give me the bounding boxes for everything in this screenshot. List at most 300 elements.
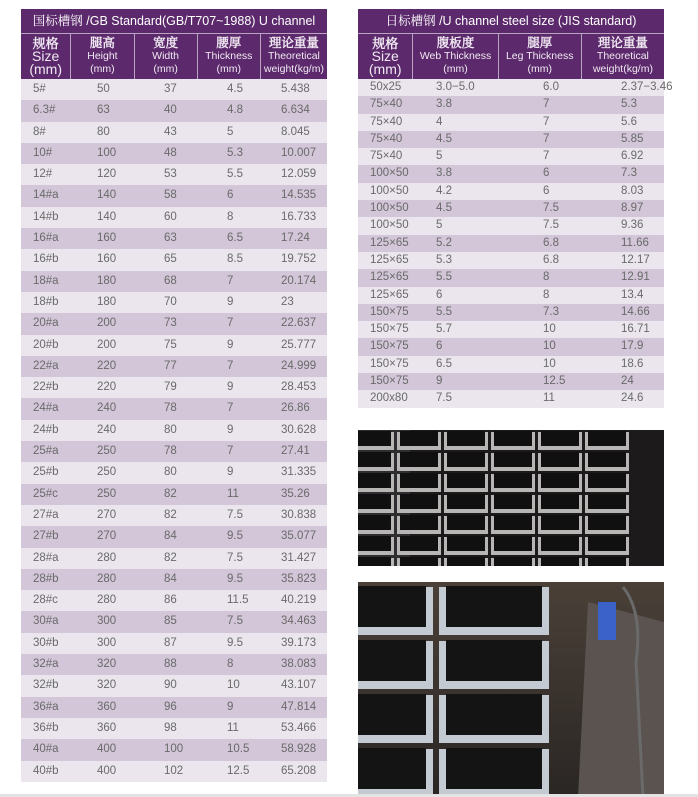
table-row xyxy=(21,249,327,270)
table-cell: 6.92 xyxy=(621,150,644,163)
table-cell: 32#b xyxy=(33,679,59,692)
table-cell: 75 xyxy=(164,338,177,351)
table-cell: 28#b xyxy=(33,572,59,585)
table-cell: 5 xyxy=(227,125,234,138)
table-cell: 400 xyxy=(97,743,117,756)
table-cell: 6 xyxy=(436,288,443,301)
table-cell: 150×75 xyxy=(370,375,409,388)
header-unit: (mm) xyxy=(443,63,468,75)
table-cell: 7 xyxy=(543,115,550,128)
table-row xyxy=(21,654,327,675)
table-cell: 58.928 xyxy=(281,743,317,756)
table-cell: 2.37−3.46 xyxy=(621,81,673,93)
table-row xyxy=(21,739,327,760)
table-cell: 100 xyxy=(164,743,184,756)
table-row xyxy=(21,462,327,483)
table-cell: 5.5 xyxy=(436,305,452,318)
table-row xyxy=(358,338,664,355)
table-row xyxy=(358,114,664,131)
table-cell: 7.5 xyxy=(227,508,243,521)
table-cell: 6.634 xyxy=(281,104,310,117)
column-header xyxy=(198,34,261,79)
table-cell: 75×40 xyxy=(370,98,403,111)
table-cell: 78 xyxy=(164,402,177,415)
header-unit: (mm) xyxy=(527,63,552,75)
table-cell: 11 xyxy=(227,487,239,500)
table-cell: 8.03 xyxy=(621,184,644,197)
table-cell: 88 xyxy=(164,658,177,671)
table-cell: 10.007 xyxy=(281,146,317,159)
table-cell: 31.335 xyxy=(281,466,317,479)
table-cell: 6.8 xyxy=(543,253,559,266)
table-cell: 180 xyxy=(97,274,117,287)
table-row xyxy=(21,100,327,121)
table-row xyxy=(21,356,327,377)
table-row xyxy=(358,356,664,373)
table-cell: 4.2 xyxy=(436,184,452,197)
table-cell: 25#c xyxy=(33,487,58,500)
table-cell: 100×50 xyxy=(370,167,409,180)
table-cell: 160 xyxy=(97,253,117,266)
table-row xyxy=(358,200,664,217)
table-cell: 27#a xyxy=(33,508,59,521)
table-cell: 8.97 xyxy=(621,202,644,215)
table-cell: 28#c xyxy=(33,594,58,607)
table-row xyxy=(21,633,327,654)
table-row xyxy=(358,131,664,148)
table-cell: 5.3 xyxy=(621,98,637,111)
table-cell: 5# xyxy=(33,83,46,95)
table-row xyxy=(21,590,327,611)
table-row xyxy=(358,96,664,113)
table-cell: 150×75 xyxy=(370,305,409,318)
table-cell: 47.814 xyxy=(281,700,317,713)
column-header xyxy=(21,34,71,79)
table-cell: 96 xyxy=(164,700,177,713)
table-cell: 200 xyxy=(97,338,117,351)
table-cell: 240 xyxy=(97,402,117,415)
table-cell: 8 xyxy=(543,271,550,284)
header-en: Height xyxy=(87,50,118,62)
table-cell: 24#b xyxy=(33,423,59,436)
table-cell: 34.463 xyxy=(281,615,317,628)
u-channel-stack-photo xyxy=(358,430,664,566)
table-cell: 16.71 xyxy=(621,323,650,336)
table-cell: 27#b xyxy=(33,530,59,543)
table-cell: 78 xyxy=(164,445,177,458)
table-cell: 6 xyxy=(543,184,550,197)
table-cell: 98 xyxy=(164,721,177,734)
table-cell: 12.91 xyxy=(621,271,650,284)
column-header xyxy=(413,34,498,79)
table-cell: 120 xyxy=(97,168,117,181)
table-cell: 39.173 xyxy=(281,636,317,649)
table-cell: 24.999 xyxy=(281,359,317,372)
table-cell: 10 xyxy=(227,679,240,692)
table-cell: 87 xyxy=(164,636,177,649)
table-cell: 250 xyxy=(97,445,117,458)
table-row xyxy=(21,675,327,696)
table-cell: 200x80 xyxy=(370,392,408,405)
table-cell: 60 xyxy=(164,210,177,223)
table-cell: 63 xyxy=(164,232,177,245)
table-row xyxy=(358,304,664,321)
table-cell: 4.5 xyxy=(436,132,452,145)
table-cell: 12.5 xyxy=(543,375,566,388)
table-cell: 18.6 xyxy=(621,357,644,370)
jis-table-header xyxy=(358,34,664,79)
table-cell: 12.17 xyxy=(621,253,650,266)
table-cell: 140 xyxy=(97,189,117,202)
table-cell: 6.3# xyxy=(33,104,56,117)
table-cell: 68 xyxy=(164,274,177,287)
table-cell: 125×65 xyxy=(370,236,409,249)
table-cell: 16.733 xyxy=(281,210,317,223)
blue-tag xyxy=(598,602,616,640)
table-cell: 84 xyxy=(164,530,177,543)
table-cell: 30.628 xyxy=(281,423,317,436)
table-cell: 6.5 xyxy=(227,232,243,245)
header-en: Size xyxy=(371,48,399,64)
table-cell: 5.6 xyxy=(621,115,637,128)
table-row xyxy=(21,761,327,782)
header-en: Size xyxy=(32,48,60,64)
table-row xyxy=(21,164,327,185)
table-cell: 125×65 xyxy=(370,271,409,284)
table-cell: 7.3 xyxy=(543,305,559,318)
table-cell: 31.427 xyxy=(281,551,317,564)
table-cell: 11 xyxy=(227,721,239,734)
table-cell: 300 xyxy=(97,636,117,649)
table-row xyxy=(358,217,664,234)
gb-table-title: 国标槽钢 /GB Standard(GB/T707~1988) U channel xyxy=(21,9,327,34)
table-cell: 9 xyxy=(227,295,234,308)
table-cell: 6 xyxy=(543,167,550,180)
table-cell: 9 xyxy=(227,466,234,479)
header-unit: (mm) xyxy=(216,63,242,75)
table-cell: 4.5 xyxy=(227,83,243,95)
table-cell: 32#a xyxy=(33,658,59,671)
table-cell: 30#b xyxy=(33,636,59,649)
table-cell: 5.85 xyxy=(621,132,644,145)
table-cell: 8.045 xyxy=(281,125,310,138)
header-en: Theoretical xyxy=(267,50,320,62)
table-cell: 85 xyxy=(164,615,177,628)
table-row xyxy=(358,165,664,182)
header-cn: 规格 xyxy=(32,36,59,51)
table-cell: 7 xyxy=(227,317,234,330)
header-cn: 腹板度 xyxy=(436,36,475,50)
table-cell: 240 xyxy=(97,423,117,436)
table-cell: 16#a xyxy=(33,232,59,245)
table-cell: 28#a xyxy=(33,551,59,564)
table-cell: 8.5 xyxy=(227,253,243,266)
table-row xyxy=(358,235,664,252)
table-cell: 100×50 xyxy=(370,184,409,197)
table-cell: 63 xyxy=(97,104,110,117)
table-cell: 320 xyxy=(97,658,117,671)
table-cell: 6 xyxy=(227,189,234,202)
table-row xyxy=(21,292,327,313)
table-cell: 20#a xyxy=(33,317,59,330)
table-cell: 22.637 xyxy=(281,317,317,330)
table-cell: 250 xyxy=(97,487,117,500)
table-cell: 5.3 xyxy=(227,146,243,159)
table-row xyxy=(21,377,327,398)
table-row xyxy=(358,79,673,96)
table-cell: 17.24 xyxy=(281,232,310,245)
table-cell: 10 xyxy=(543,340,556,353)
table-cell: 43.107 xyxy=(281,679,317,692)
table-cell: 17.9 xyxy=(621,340,644,353)
table-cell: 6.5 xyxy=(436,357,452,370)
table-cell: 5.5 xyxy=(436,271,452,284)
header-en: Width xyxy=(152,50,180,62)
table-row xyxy=(358,390,664,407)
table-cell: 160 xyxy=(97,232,117,245)
table-cell: 150×75 xyxy=(370,323,409,336)
table-cell: 36#b xyxy=(33,721,59,734)
table-cell: 12.5 xyxy=(227,764,250,777)
table-cell: 13.4 xyxy=(621,288,644,301)
table-cell: 7 xyxy=(543,132,550,145)
table-cell: 220 xyxy=(97,359,117,372)
header-cn: 理论重量 xyxy=(597,36,648,50)
table-cell: 82 xyxy=(164,487,177,500)
table-cell: 5 xyxy=(436,219,443,232)
table-cell: 58 xyxy=(164,189,177,202)
table-row xyxy=(358,183,664,200)
table-row xyxy=(21,398,327,419)
table-row xyxy=(21,122,327,143)
table-cell: 43 xyxy=(164,125,177,138)
table-row xyxy=(358,321,664,338)
table-cell: 280 xyxy=(97,551,117,564)
table-cell: 220 xyxy=(97,381,117,394)
table-cell: 9 xyxy=(227,423,234,436)
table-cell: 11.5 xyxy=(227,594,249,607)
table-cell: 30.838 xyxy=(281,508,317,521)
header-en: Web Thickness xyxy=(419,50,492,62)
table-cell: 102 xyxy=(164,764,184,777)
u-channel-closeup-photo xyxy=(358,582,664,797)
table-row xyxy=(21,207,327,228)
table-row xyxy=(21,718,327,739)
table-cell: 35.077 xyxy=(281,530,317,543)
table-cell: 24.6 xyxy=(621,392,644,405)
table-row xyxy=(358,269,664,286)
table-cell: 48 xyxy=(164,146,177,159)
table-cell: 90 xyxy=(164,679,177,692)
table-cell: 5.3 xyxy=(436,253,452,266)
table-cell: 100 xyxy=(97,146,117,159)
table-row xyxy=(21,271,327,292)
table-cell: 7 xyxy=(227,359,234,372)
header-cn: 宽度 xyxy=(153,36,179,50)
u-channel-stack-illustration xyxy=(358,430,664,566)
table-cell: 5.438 xyxy=(281,83,310,95)
table-row xyxy=(21,484,327,505)
table-cell: 4.8 xyxy=(227,104,243,117)
table-cell: 7 xyxy=(543,98,550,111)
table-cell: 100×50 xyxy=(370,219,409,232)
table-cell: 40#a xyxy=(33,743,59,756)
table-row xyxy=(358,373,664,390)
table-cell: 37 xyxy=(164,83,177,95)
table-cell: 20#b xyxy=(33,338,59,351)
table-cell: 3.8 xyxy=(436,98,452,111)
table-row xyxy=(21,611,327,632)
header-unit: weight(kg/m) xyxy=(263,63,324,75)
table-cell: 35.26 xyxy=(281,487,310,500)
table-row xyxy=(21,143,327,164)
table-row xyxy=(21,526,327,547)
table-cell: 360 xyxy=(97,700,117,713)
table-cell: 25#a xyxy=(33,445,59,458)
table-cell: 8 xyxy=(227,658,234,671)
table-cell: 20.174 xyxy=(281,274,317,287)
table-row xyxy=(21,548,327,569)
column-header xyxy=(71,34,134,79)
table-cell: 25#b xyxy=(33,466,59,479)
table-cell: 7.5 xyxy=(543,219,559,232)
table-cell: 12.059 xyxy=(281,168,317,181)
table-cell: 180 xyxy=(97,295,117,308)
table-cell: 25.777 xyxy=(281,338,317,351)
table-cell: 9 xyxy=(436,375,443,388)
table-cell: 7.3 xyxy=(621,167,637,180)
table-cell: 400 xyxy=(97,764,117,777)
table-cell: 200 xyxy=(97,317,117,330)
table-cell: 40.219 xyxy=(281,594,317,607)
table-cell: 5.2 xyxy=(436,236,452,249)
header-unit: (mm) xyxy=(29,61,62,77)
table-cell: 53 xyxy=(164,168,177,181)
jis-table-body xyxy=(358,79,673,408)
table-cell: 22#b xyxy=(33,381,59,394)
table-cell: 6.0 xyxy=(543,81,559,93)
table-cell: 36#a xyxy=(33,700,59,713)
table-cell: 280 xyxy=(97,572,117,585)
table-cell: 86 xyxy=(164,594,177,607)
table-cell: 4 xyxy=(436,115,443,128)
table-cell: 79 xyxy=(164,381,177,394)
table-cell: 75×40 xyxy=(370,150,403,163)
table-cell: 28.453 xyxy=(281,381,317,394)
table-cell: 27.41 xyxy=(281,445,310,458)
header-en: Theoretical xyxy=(596,50,649,62)
table-row xyxy=(358,252,664,269)
table-cell: 9 xyxy=(227,338,234,351)
u-channel-closeup-illustration xyxy=(358,582,664,797)
header-cn: 理论重量 xyxy=(268,36,319,50)
table-cell: 10 xyxy=(543,323,556,336)
jis-table-title: 日标槽钢 /U channel steel size (JIS standard) xyxy=(358,9,664,34)
table-cell: 11 xyxy=(543,392,555,405)
table-cell: 11.66 xyxy=(621,236,649,249)
gb-standard-table xyxy=(21,9,327,782)
table-cell: 7.5 xyxy=(543,202,559,215)
table-cell: 18#b xyxy=(33,295,59,308)
table-cell: 5.5 xyxy=(227,168,243,181)
table-cell: 18#a xyxy=(33,274,59,287)
table-cell: 14#a xyxy=(33,189,59,202)
table-cell: 7.5 xyxy=(227,551,243,564)
table-cell: 270 xyxy=(97,508,117,521)
table-row xyxy=(21,441,327,462)
table-cell: 9.5 xyxy=(227,636,243,649)
table-cell: 7 xyxy=(227,402,234,415)
table-cell: 53.466 xyxy=(281,721,317,734)
table-cell: 30#a xyxy=(33,615,59,628)
table-cell: 6 xyxy=(436,340,443,353)
header-cn: 腿高 xyxy=(89,36,115,50)
table-cell: 73 xyxy=(164,317,177,330)
table-cell: 5.7 xyxy=(436,323,452,336)
table-row xyxy=(21,185,327,206)
table-row xyxy=(21,420,327,441)
table-cell: 7.5 xyxy=(436,392,452,405)
table-cell: 9.5 xyxy=(227,530,243,543)
table-row xyxy=(21,335,327,356)
header-unit: (mm) xyxy=(90,63,115,75)
header-en: Leg Thickness xyxy=(505,50,574,62)
table-cell: 3.8 xyxy=(436,167,452,180)
table-cell: 9.36 xyxy=(621,219,644,232)
table-cell: 80 xyxy=(164,423,177,436)
header-en: Thickness xyxy=(205,50,253,62)
table-cell: 75×40 xyxy=(370,115,403,128)
table-cell: 38.083 xyxy=(281,658,317,671)
table-cell: 70 xyxy=(164,295,177,308)
table-cell: 6.8 xyxy=(543,236,559,249)
table-row xyxy=(21,313,327,334)
table-cell: 14#b xyxy=(33,210,59,223)
table-cell: 40 xyxy=(164,104,177,117)
table-row xyxy=(358,287,664,304)
table-cell: 19.752 xyxy=(281,253,317,266)
table-cell: 280 xyxy=(97,594,117,607)
table-cell: 16#b xyxy=(33,253,59,266)
table-cell: 77 xyxy=(164,359,177,372)
table-cell: 82 xyxy=(164,551,177,564)
column-header xyxy=(261,34,327,79)
table-cell: 270 xyxy=(97,530,117,543)
table-cell: 24#a xyxy=(33,402,59,415)
table-cell: 9 xyxy=(227,700,234,713)
table-row xyxy=(21,697,327,718)
table-cell: 10 xyxy=(543,357,556,370)
table-cell: 7.5 xyxy=(227,615,243,628)
column-header xyxy=(135,34,198,79)
table-cell: 40#b xyxy=(33,764,59,777)
table-cell: 65.208 xyxy=(281,764,317,777)
table-cell: 9.5 xyxy=(227,572,243,585)
table-row xyxy=(21,228,327,249)
gb-table-header xyxy=(21,34,327,79)
table-cell: 50x25 xyxy=(370,81,402,93)
header-cn: 腰厚 xyxy=(216,36,242,50)
jis-standard-table xyxy=(358,9,673,408)
table-cell: 3.0−5.0 xyxy=(436,81,475,93)
table-cell: 360 xyxy=(97,721,117,734)
table-cell: 100×50 xyxy=(370,202,409,215)
column-header xyxy=(582,34,664,79)
gb-table-body xyxy=(21,79,327,782)
table-cell: 8 xyxy=(227,210,234,223)
column-header xyxy=(499,34,582,79)
header-unit: (mm) xyxy=(153,63,178,75)
